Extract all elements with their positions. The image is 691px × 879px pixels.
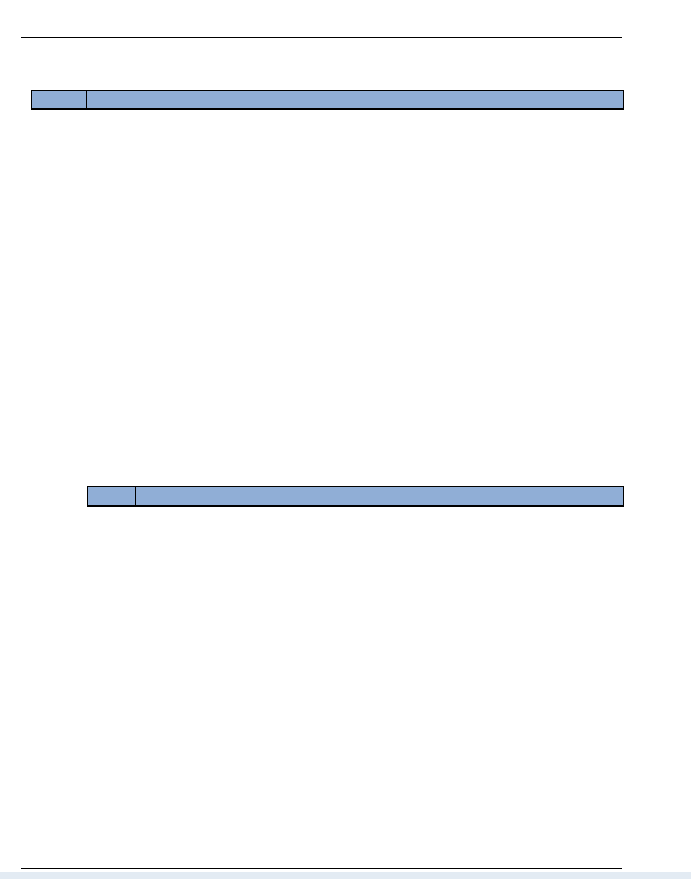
page-header <box>21 6 622 38</box>
line-number-column <box>32 109 87 110</box>
program-output-header <box>87 91 624 109</box>
print-output-table <box>31 90 624 110</box>
program-output-column <box>87 109 624 110</box>
line-number-header <box>32 91 87 109</box>
program-output-column <box>136 506 624 507</box>
line-number-header <box>88 487 136 506</box>
footer-band <box>0 872 691 879</box>
summary-output-table <box>87 486 624 507</box>
line-number-column <box>88 506 136 507</box>
footer-divider <box>21 868 622 869</box>
program-output-header <box>136 487 624 506</box>
